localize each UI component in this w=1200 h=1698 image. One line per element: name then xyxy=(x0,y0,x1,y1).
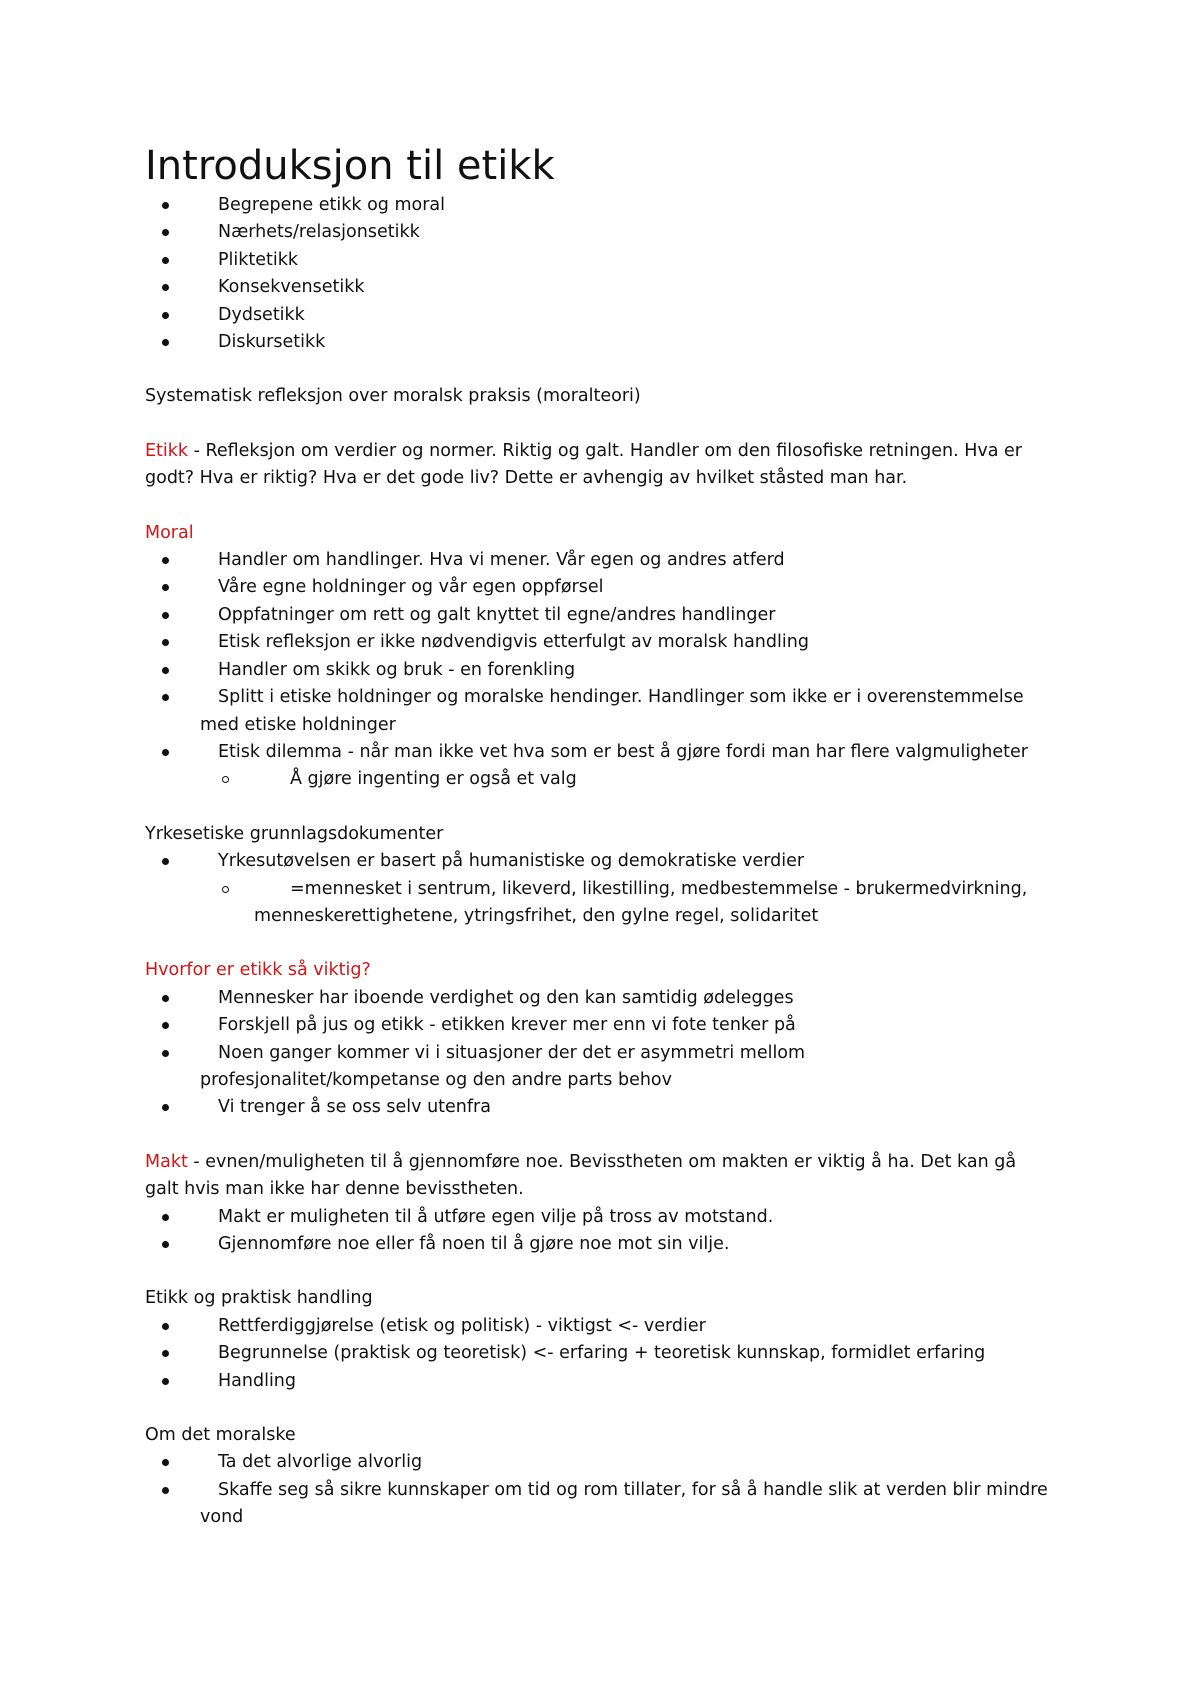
praktisk-heading: Etikk og praktisk handling xyxy=(145,1288,373,1309)
list-item: Handler om handlinger. Hva vi mener. Vår egen og andres atferd xyxy=(145,547,1080,574)
list-item-line: Skaffe seg så sikre kunnskaper om tid og rom tillater, for så å handle slik at verden blir mindre xyxy=(218,1479,1048,1500)
list-item xyxy=(145,1040,1080,1095)
list-item: Mennesker har iboende verdighet og den kan samtidig ødelegges xyxy=(145,985,1080,1012)
moralske-section xyxy=(145,1422,1080,1532)
etikk-line1: - Refleksjon om verdier og normer. Riktig og galt. Handler om den filosofiske retningen. Hva er xyxy=(188,440,1022,461)
list-item-line: vond xyxy=(200,1507,244,1528)
hvorfor-list xyxy=(145,985,1080,1122)
list-item: Nærhets/relasjonsetikk xyxy=(145,219,1080,246)
moral-section xyxy=(145,520,1080,794)
etikk-term: Etikk xyxy=(145,440,189,461)
sub-list-item: Å gjøre ingenting er også et valg xyxy=(145,766,1080,793)
list-item: Diskursetikk xyxy=(145,329,1080,356)
list-item-line: Splitt i etiske holdninger og moralske hendinger. Handlinger som ikke er i overenstemmelse xyxy=(218,687,1024,708)
list-item: Vi trenger å se oss selv utenfra xyxy=(145,1094,1080,1121)
intro-list xyxy=(145,192,1080,356)
praktisk-list xyxy=(145,1313,1080,1395)
makt-term: Makt xyxy=(145,1151,188,1172)
moralske-heading: Om det moralske xyxy=(145,1425,296,1446)
makt-line2: galt hvis man ikke har denne bevisstheten. xyxy=(145,1179,524,1200)
list-item-line: Noen ganger kommer vi i situasjoner der det er asymmetri mellom xyxy=(218,1042,806,1063)
list-item xyxy=(145,684,1080,739)
list-item: Etisk refleksjon er ikke nødvendigvis etterfulgt av moralsk handling xyxy=(145,629,1080,656)
moral-heading: Moral xyxy=(145,522,194,543)
list-item-line: med etiske holdninger xyxy=(200,714,396,735)
list-item: Oppfatninger om rett og galt knyttet til egne/andres handlinger xyxy=(145,602,1080,629)
yrke-section xyxy=(145,821,1080,931)
praktisk-section xyxy=(145,1285,1080,1395)
makt-section xyxy=(145,1149,1080,1259)
list-item: Etisk dilemma - når man ikke vet hva som er best å gjøre fordi man har flere valgmuligheter xyxy=(145,739,1080,766)
list-item: Begrepene etikk og moral xyxy=(145,192,1080,219)
list-item: Gjennomføre noe eller få noen til å gjøre noe mot sin vilje. xyxy=(145,1231,1080,1258)
list-item: Handling xyxy=(145,1368,1080,1395)
list-item: Handler om skikk og bruk - en forenkling xyxy=(145,657,1080,684)
systematisk-paragraph: Systematisk refleksjon over moralsk praksis (moralteori) xyxy=(145,386,641,407)
yrke-heading: Yrkesetiske grunnlagsdokumenter xyxy=(145,823,444,844)
yrke-list xyxy=(145,848,1080,930)
list-item: Forskjell på jus og etikk - etikken krever mer enn vi fote tenker på xyxy=(145,1012,1080,1039)
hvorfor-heading: Hvorfor er etikk så viktig? xyxy=(145,960,371,981)
list-item: Begrunnelse (praktisk og teoretisk) <- erfaring + teoretisk kunnskap, formidlet erfaring xyxy=(145,1340,1080,1367)
list-item-line: menneskerettighetene, ytringsfrihet, den gylne regel, solidaritet xyxy=(254,905,819,926)
etikk-paragraph xyxy=(145,438,1080,493)
sub-list-item xyxy=(145,876,1080,931)
list-item: Yrkesutøvelsen er basert på humanistiske og demokratiske verdier xyxy=(145,848,1080,875)
makt-line1: - evnen/muligheten til å gjennomføre noe. Bevisstheten om makten er viktig å ha. Det kan gå xyxy=(187,1151,1017,1172)
list-item-line: profesjonalitet/kompetanse og den andre parts behov xyxy=(200,1069,672,1090)
list-item: Makt er muligheten til å utføre egen vilje på tross av motstand. xyxy=(145,1204,1080,1231)
list-item-line: =mennesket i sentrum, likeverd, likestilling, medbestemmelse - brukermedvirkning, xyxy=(290,878,1028,899)
makt-list xyxy=(145,1204,1080,1259)
etikk-line2: godt? Hva er riktig? Hva er det gode liv? Dette er avhengig av hvilket ståsted man har. xyxy=(145,468,908,489)
list-item: Ta det alvorlige alvorlig xyxy=(145,1449,1080,1476)
list-item xyxy=(145,1477,1080,1532)
list-item: Pliktetikk xyxy=(145,247,1080,274)
hvorfor-section xyxy=(145,957,1080,1121)
moralske-list xyxy=(145,1449,1080,1531)
list-item: Rettferdiggjørelse (etisk og politisk) - viktigst <- verdier xyxy=(145,1313,1080,1340)
moral-list xyxy=(145,547,1080,794)
list-item: Våre egne holdninger og vår egen oppførsel xyxy=(145,574,1080,601)
list-item: Dydsetikk xyxy=(145,302,1080,329)
list-item: Konsekvensetikk xyxy=(145,274,1080,301)
page-title: Introduksjon til etikk xyxy=(145,143,555,189)
